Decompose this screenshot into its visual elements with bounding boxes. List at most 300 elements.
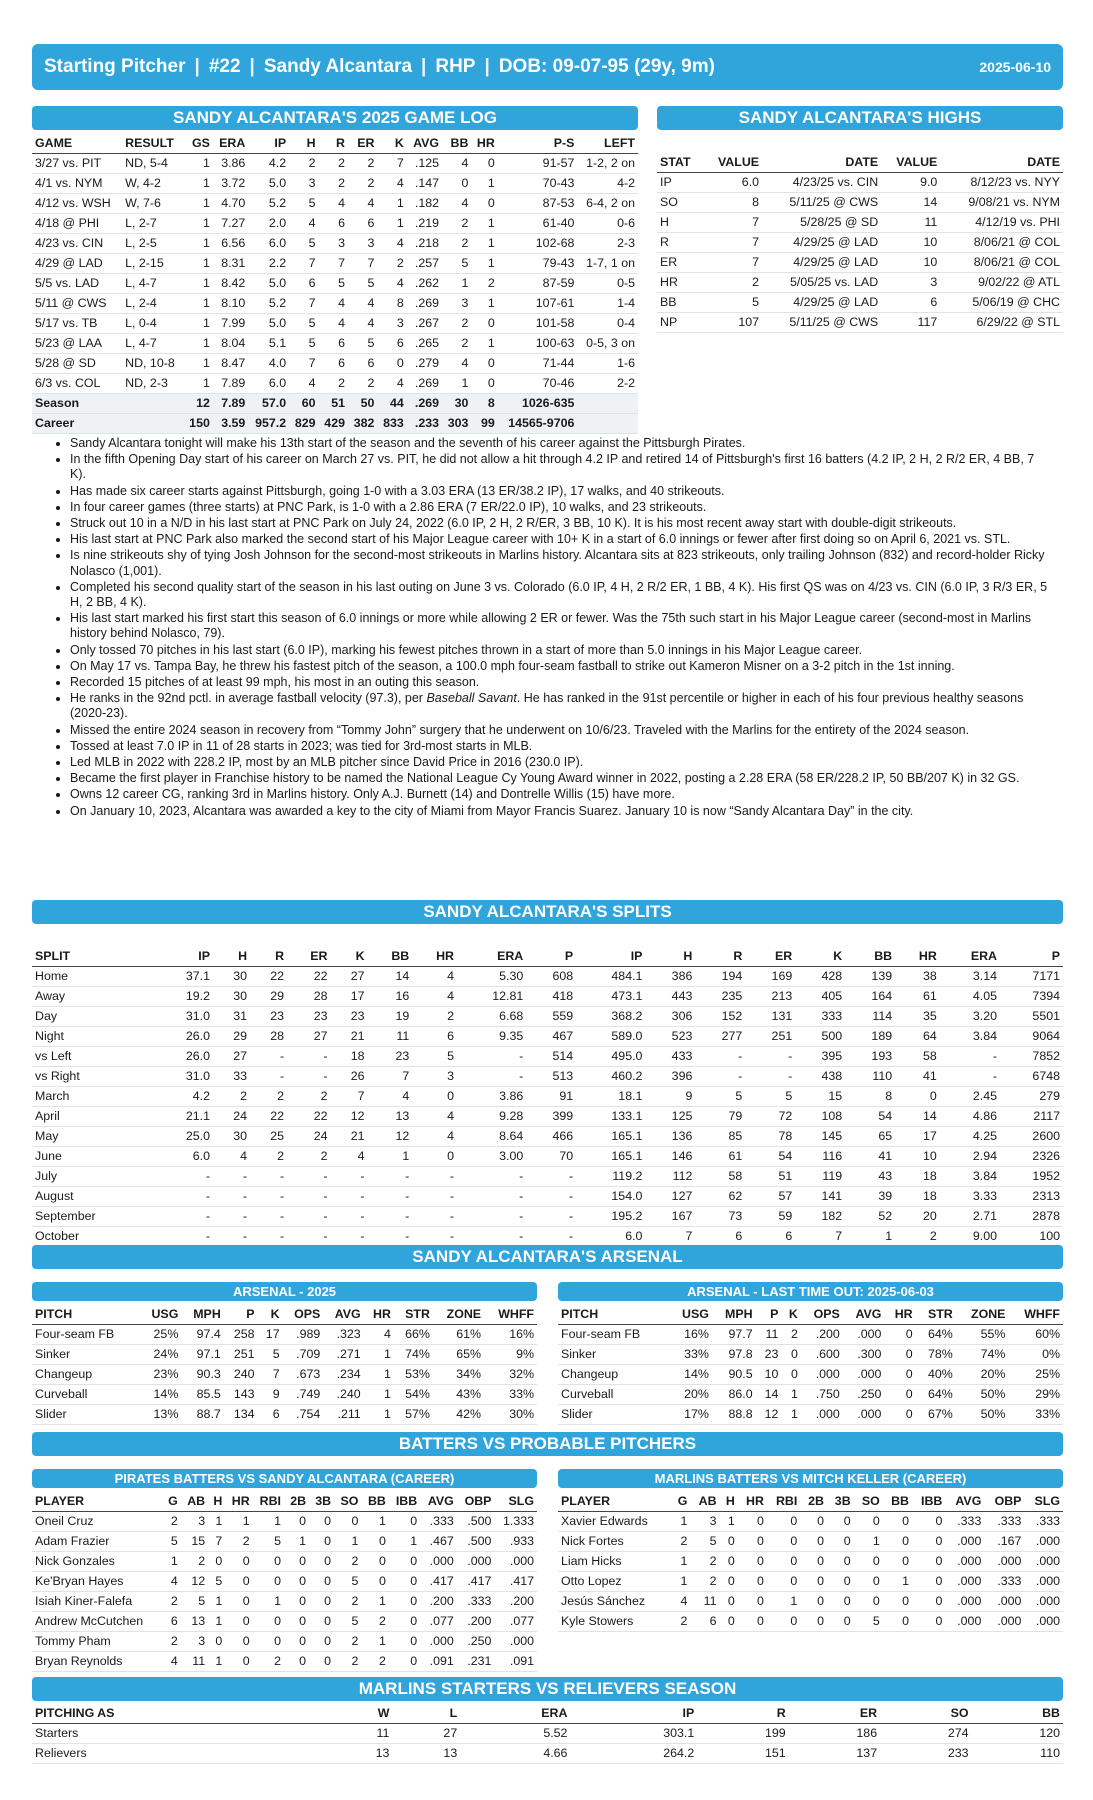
starters-title: MARLINS STARTERS VS RELIEVERS SEASON	[32, 1677, 1063, 1701]
table-cell: .749	[296, 1387, 321, 1401]
table-cell: 99	[471, 414, 497, 434]
table-cell: 4.86	[972, 1109, 998, 1124]
table-cell: 1	[215, 1514, 223, 1528]
table-cell: 3/27 vs. PIT	[35, 156, 102, 170]
table-cell: 1-6	[617, 356, 635, 370]
table-cell: ND, 10-8	[125, 356, 175, 370]
table-cell: 4.66	[543, 1746, 568, 1760]
table-cell: 151	[764, 1746, 786, 1760]
column-header: P	[526, 947, 576, 967]
table-cell: 1	[487, 216, 495, 230]
column-header: OPS	[283, 1305, 324, 1325]
table-cell: 0	[727, 1594, 735, 1608]
table-cell: 30%	[509, 1407, 534, 1421]
table-cell: 10	[923, 235, 938, 250]
table-row	[32, 1087, 1063, 1107]
table-cell: 0	[378, 1574, 386, 1588]
table-cell: 33%	[1035, 1407, 1060, 1421]
table-row	[32, 1532, 537, 1552]
column-header: SLG	[494, 1492, 537, 1512]
table-cell: 0	[727, 1534, 735, 1548]
table-cell: 3.59	[213, 414, 248, 434]
table-cell: 15	[191, 1534, 206, 1548]
table-cell: 0	[902, 1514, 909, 1528]
table-cell: -	[360, 1169, 365, 1184]
table-cell: Slider	[561, 1407, 593, 1421]
table-cell: 4	[338, 316, 345, 330]
table-cell: 17	[923, 1129, 937, 1144]
table-cell: -	[569, 1169, 574, 1184]
table-cell: 3.86	[499, 1089, 524, 1104]
table-cell: 495.0	[611, 1049, 643, 1064]
table-cell: October	[35, 1229, 80, 1244]
table-cell: 108	[821, 1109, 843, 1124]
table-cell: 0	[757, 1614, 764, 1628]
table-cell: 1	[215, 1654, 223, 1668]
table-cell: 61	[728, 1149, 743, 1164]
table-cell: 0	[790, 1367, 798, 1381]
splits-title: SANDY ALCANTARA'S SPLITS	[32, 900, 1063, 924]
column-header: ERA	[940, 947, 1000, 967]
table-cell: 2	[447, 1009, 454, 1024]
table-cell: 303.1	[663, 1726, 695, 1740]
table-cell: .233	[407, 414, 442, 434]
table-cell: 3.86	[221, 156, 246, 170]
table-cell: 2	[461, 336, 469, 350]
table-cell: 514	[552, 1049, 574, 1064]
column-header: GAME	[32, 134, 122, 154]
table-cell: .754	[296, 1407, 321, 1421]
table-cell: Nick Fortes	[561, 1534, 624, 1548]
column-header: H	[645, 947, 695, 967]
table-row	[32, 1632, 537, 1652]
table-cell: .000	[857, 1327, 882, 1341]
table-cell: 7	[402, 1069, 410, 1084]
column-header: AVG	[323, 1305, 363, 1325]
table-cell: 195.2	[611, 1209, 643, 1224]
table-cell: 41	[923, 1069, 937, 1084]
table-cell: 6	[170, 1614, 178, 1628]
table-cell: 2	[709, 1554, 717, 1568]
table-cell: 1	[170, 1554, 178, 1568]
table-cell: 3.20	[972, 1009, 998, 1024]
table-cell: -	[279, 1049, 285, 1064]
table-cell: NP	[660, 315, 678, 330]
table-cell: -	[449, 1169, 454, 1184]
table-cell: 303	[442, 414, 471, 434]
table-cell: 88.7	[196, 1407, 221, 1421]
table-cell: .265	[414, 336, 440, 350]
table-cell: 2	[274, 1654, 281, 1668]
table-cell: 86.0	[728, 1387, 753, 1401]
table-cell: 134	[233, 1407, 255, 1421]
table-cell: 12	[183, 394, 212, 414]
table-cell: -	[738, 1049, 743, 1064]
column-header: OPS	[801, 1305, 843, 1325]
table-cell: 4/18 @ PHI	[35, 216, 100, 230]
table-cell: Day	[35, 1009, 58, 1024]
table-cell: .000	[957, 1574, 982, 1588]
table-cell: 4	[447, 1129, 454, 1144]
table-cell: 110	[872, 1069, 893, 1084]
column-header: K	[377, 134, 406, 154]
table-cell: 4	[308, 376, 316, 390]
table-cell: 1	[680, 1574, 688, 1588]
table-cell: 6	[338, 216, 345, 230]
table-cell: 5	[274, 1534, 281, 1548]
table-cell: 0	[242, 1654, 250, 1668]
table-cell: 70-43	[542, 176, 575, 190]
table-cell: 169	[771, 969, 793, 984]
table-cell: 107	[738, 315, 760, 330]
table-cell: 2	[378, 1614, 386, 1628]
table-cell: 199	[764, 1726, 786, 1740]
table-cell: .333	[1035, 1514, 1060, 1528]
table-cell: 14%	[684, 1367, 709, 1381]
column-header: P	[224, 1305, 258, 1325]
table-row	[32, 194, 638, 214]
table-cell: 0	[324, 1614, 332, 1628]
table-cell: .000	[957, 1614, 982, 1628]
table-cell: Kyle Stowers	[561, 1614, 634, 1628]
table-row	[32, 214, 638, 234]
table-cell: 213	[771, 989, 793, 1004]
table-cell: 306	[671, 1009, 693, 1024]
table-cell: 1	[872, 1534, 880, 1548]
table-cell: 67%	[927, 1407, 953, 1421]
table-cell: 31	[233, 1009, 248, 1024]
table-cell: 2	[929, 1229, 937, 1244]
column-header: SO	[334, 1492, 361, 1512]
table-cell: 0	[817, 1534, 824, 1548]
table-cell: 4.2	[192, 1089, 211, 1104]
table-cell: 0	[905, 1407, 913, 1421]
table-cell: 0	[299, 1594, 307, 1608]
table-cell: 1	[202, 176, 210, 190]
table-cell: 428	[821, 969, 843, 984]
table-row	[32, 1572, 537, 1592]
table-cell: 6	[785, 1229, 793, 1244]
table-cell: 0	[757, 1514, 764, 1528]
table-cell: 2	[461, 316, 469, 330]
table-cell: 88.8	[728, 1407, 753, 1421]
table-cell: 4	[461, 356, 469, 370]
table-cell: 2117	[1033, 1109, 1060, 1124]
column-header: LEFT	[577, 134, 638, 154]
table-cell: .262	[414, 276, 440, 290]
header-date: 2025-06-10	[979, 59, 1051, 75]
table-row	[32, 274, 638, 294]
table-cell: R	[660, 235, 669, 250]
table-cell: Season	[32, 394, 122, 414]
column-header: RBI	[767, 1492, 800, 1512]
table-cell: 1	[487, 296, 495, 310]
table-cell: 20%	[980, 1367, 1006, 1381]
table-row	[32, 1047, 1063, 1067]
column-header: OBP	[984, 1492, 1024, 1512]
note-item: • Owns 12 career CG, ranking 3rd in Marlins history. Only A.J. Burnett (14) and Dontrelle Willis (15) have more.	[70, 787, 1050, 802]
table-row	[32, 967, 1063, 987]
table-cell: .269	[407, 394, 442, 414]
table-cell: 28	[270, 1029, 285, 1044]
table-cell: 3.84	[972, 1169, 998, 1184]
table-cell: 43	[878, 1169, 893, 1184]
table-cell: 38	[923, 969, 937, 984]
table-cell: 7	[357, 1089, 365, 1104]
table-row	[558, 1612, 1063, 1632]
table-cell: 17	[350, 989, 365, 1004]
table-cell: Otto Lopez	[561, 1574, 622, 1588]
table-cell: 14565-9706	[498, 414, 578, 434]
table-cell: 6	[447, 1029, 454, 1044]
column-header: G	[163, 1492, 181, 1512]
table-cell: 2.45	[972, 1089, 998, 1104]
table-cell: 4	[396, 376, 404, 390]
table-cell: 0	[935, 1514, 943, 1528]
table-row	[32, 314, 638, 334]
table-cell: 2	[790, 1327, 798, 1341]
table-cell: 1	[410, 1534, 418, 1548]
table-cell: 0	[843, 1574, 851, 1588]
table-cell: Tommy Pham	[35, 1634, 111, 1648]
table-cell: ER	[660, 255, 678, 270]
note-item: • On May 17 vs. Tampa Bay, he threw his fastest pitch of the season, a 100.0 mph four-seam fastball to strike out Kameron Misner on a 3-2 pitch in the 1st inning.	[70, 659, 1050, 674]
table-cell: .250	[467, 1634, 492, 1648]
table-cell: -	[242, 1229, 248, 1244]
table-cell: 22	[270, 1109, 285, 1124]
table-cell: 0	[324, 1534, 332, 1548]
table-cell: 78%	[927, 1347, 953, 1361]
table-cell: 5	[308, 236, 316, 250]
table-cell: 1	[351, 1534, 359, 1548]
table-cell: 4.70	[221, 196, 246, 210]
table-cell: 8.64	[499, 1129, 524, 1144]
table-cell: .000	[429, 1634, 454, 1648]
table-cell: 6	[735, 1229, 743, 1244]
table-cell: 193	[871, 1049, 893, 1064]
table-cell: 29	[270, 989, 285, 1004]
table-cell: 0-5	[617, 276, 635, 290]
table-cell: 3	[338, 236, 345, 250]
table-cell: 3.84	[972, 1029, 998, 1044]
table-cell: 0	[461, 176, 469, 190]
table-row	[32, 1744, 1063, 1764]
note-item: • Missed the entire 2024 season in recovery from “Tommy John” surgery that he underwent on 10/6/23. Traveled with the Marlins for the entirety of the 2024 season.	[70, 723, 1050, 738]
table-cell: 4/29/25 @ LAD	[793, 235, 879, 250]
table-cell: .182	[414, 196, 440, 210]
table-cell: 0	[242, 1614, 250, 1628]
table-cell: 5.30	[499, 969, 524, 984]
table-cell: Career	[32, 414, 122, 434]
table-cell: 5	[367, 336, 375, 350]
table-cell: 4.0	[268, 356, 287, 370]
table-cell: 382	[348, 414, 377, 434]
table-cell: 3.14	[972, 969, 998, 984]
table-cell: 1	[727, 1514, 735, 1528]
table-cell: SO	[660, 195, 678, 210]
table-cell: .600	[815, 1347, 840, 1361]
table-cell: 30	[233, 989, 248, 1004]
table-cell: 78	[778, 1129, 793, 1144]
table-cell: 28	[313, 989, 328, 1004]
column-header: ER	[745, 947, 795, 967]
table-cell: -	[242, 1169, 248, 1184]
table-cell: 2.71	[972, 1209, 998, 1224]
table-cell: .200	[509, 1594, 534, 1608]
table-cell: 1	[202, 216, 210, 230]
table-cell: 5	[308, 316, 316, 330]
table-cell: July	[35, 1169, 58, 1184]
table-cell: 2	[378, 1654, 386, 1668]
table-cell: 34%	[456, 1367, 482, 1381]
table-cell: 30	[233, 1129, 248, 1144]
table-cell: 0	[817, 1574, 824, 1588]
table-row	[32, 1227, 1063, 1247]
table-cell: 0	[410, 1614, 418, 1628]
table-cell: 0	[324, 1554, 332, 1568]
table-cell: 1026-635	[498, 394, 578, 414]
column-header: ERA	[213, 134, 248, 154]
table-cell: 1	[202, 196, 210, 210]
header-number: #22	[208, 56, 241, 77]
table-row	[558, 1325, 1063, 1345]
table-cell	[122, 414, 183, 434]
table-cell: Away	[35, 989, 66, 1004]
table-cell: 1	[384, 1387, 391, 1401]
table-cell: -	[205, 1189, 211, 1204]
table-cell: 57.0	[248, 394, 289, 414]
table-cell: Isiah Kiner-Falefa	[35, 1594, 133, 1608]
table-cell: .333	[997, 1574, 1022, 1588]
table-cell: 0	[324, 1654, 332, 1668]
table-cell: 14	[395, 969, 410, 984]
table-cell: .000	[467, 1554, 492, 1568]
header-name: Sandy Alcantara	[263, 56, 413, 77]
table-cell: 0	[487, 316, 495, 330]
table-cell: 7	[272, 1367, 280, 1381]
table-cell: -	[519, 1069, 524, 1084]
table-cell: 6.0	[268, 236, 287, 250]
table-row	[558, 1592, 1063, 1612]
table-row	[657, 253, 1063, 273]
table-cell: 110	[1040, 1746, 1060, 1760]
table-cell: 2	[240, 1089, 248, 1104]
column-header: VALUE	[703, 153, 762, 173]
table-cell: 64	[923, 1029, 937, 1044]
table-cell: 5/28/25 @ SD	[800, 215, 879, 230]
table-cell: 4	[367, 296, 375, 310]
table-cell: 8.04	[221, 336, 246, 350]
highs-table	[657, 134, 1063, 333]
table-row	[32, 1207, 1063, 1227]
note-item: • Only tossed 70 pitches in his last start (6.0 IP), marking his fewest pitches thrown in a start of more than 5.0 innings in his Major League career.	[70, 643, 1050, 658]
table-cell: 1.333	[502, 1514, 534, 1528]
totals-row	[32, 394, 638, 414]
column-header: W	[325, 1704, 393, 1724]
table-cell: 2	[680, 1534, 688, 1548]
table-cell: -	[519, 1209, 524, 1224]
table-cell: 0	[843, 1514, 851, 1528]
table-cell: 16	[395, 989, 410, 1004]
table-cell: .000	[509, 1554, 534, 1568]
note-item: • Sandy Alcantara tonight will make his 13th start of the season and the seventh of his career against the Pittsburgh Pirates.	[70, 436, 1050, 451]
table-cell: W, 7-6	[125, 196, 161, 210]
table-cell: 0	[902, 1594, 909, 1608]
table-cell: Sinker	[561, 1347, 597, 1361]
table-cell	[577, 414, 638, 434]
table-cell: .467	[429, 1534, 454, 1548]
table-cell: 386	[671, 969, 693, 984]
table-cell: 0	[274, 1634, 281, 1648]
table-cell: 66%	[405, 1327, 430, 1341]
table-cell: 0	[410, 1654, 418, 1668]
table-cell: 10	[923, 1149, 937, 1164]
table-cell: 7	[752, 215, 760, 230]
table-cell: 4.2	[268, 156, 287, 170]
table-cell: 0	[299, 1554, 307, 1568]
table-cell: 8.10	[221, 296, 246, 310]
table-cell: .750	[815, 1387, 840, 1401]
table-cell: 4/1 vs. NYM	[35, 176, 103, 190]
table-cell: 274	[947, 1726, 969, 1740]
table-cell: 25%	[153, 1327, 179, 1341]
group-2025	[157, 928, 577, 947]
table-cell: .000	[815, 1407, 840, 1421]
table-cell: 1	[202, 236, 210, 250]
table-cell: .200	[429, 1594, 454, 1608]
table-cell: .417	[467, 1574, 492, 1588]
table-cell: 1	[378, 1514, 386, 1528]
column-header: H	[720, 1492, 738, 1512]
table-cell: 9/08/21 vs. NYM	[968, 195, 1060, 210]
table-cell: Relievers	[35, 1746, 87, 1760]
table-cell: 5	[872, 1614, 880, 1628]
table-cell: -	[360, 1189, 365, 1204]
table-cell: .000	[857, 1367, 882, 1381]
table-cell: -	[405, 1209, 410, 1224]
table-cell: 97.1	[196, 1347, 221, 1361]
table-cell: 3.00	[499, 1149, 524, 1164]
table-cell: 0	[299, 1654, 307, 1668]
table-cell: 152	[721, 1009, 743, 1024]
table-cell: .417	[509, 1574, 534, 1588]
table-row	[32, 1325, 537, 1345]
group-header	[32, 928, 157, 947]
table-cell: .269	[414, 296, 440, 310]
column-header: PITCH	[32, 1305, 140, 1325]
table-cell: 2	[461, 236, 469, 250]
table-cell: 6.56	[221, 236, 246, 250]
table-cell: 5.2	[268, 196, 287, 210]
table-cell: 0	[817, 1614, 824, 1628]
table-cell: 37.1	[185, 969, 211, 984]
table-cell: 10	[923, 255, 938, 270]
table-cell: 12	[764, 1407, 779, 1421]
table-cell: 279	[1039, 1089, 1060, 1104]
table-cell: -	[323, 1229, 328, 1244]
table-cell: 8/06/21 @ COL	[973, 235, 1060, 250]
column-header: HR	[884, 1305, 915, 1325]
group-career	[881, 134, 1063, 153]
table-cell: Jesús Sánchez	[561, 1594, 646, 1608]
column-header: PITCH	[558, 1305, 669, 1325]
table-cell: 3	[930, 275, 938, 290]
table-cell: 90.5	[728, 1367, 753, 1381]
table-cell: Curveball	[561, 1387, 614, 1401]
table-cell: 0	[215, 1554, 223, 1568]
table-cell: 6	[308, 276, 316, 290]
table-cell: -	[323, 1169, 328, 1184]
